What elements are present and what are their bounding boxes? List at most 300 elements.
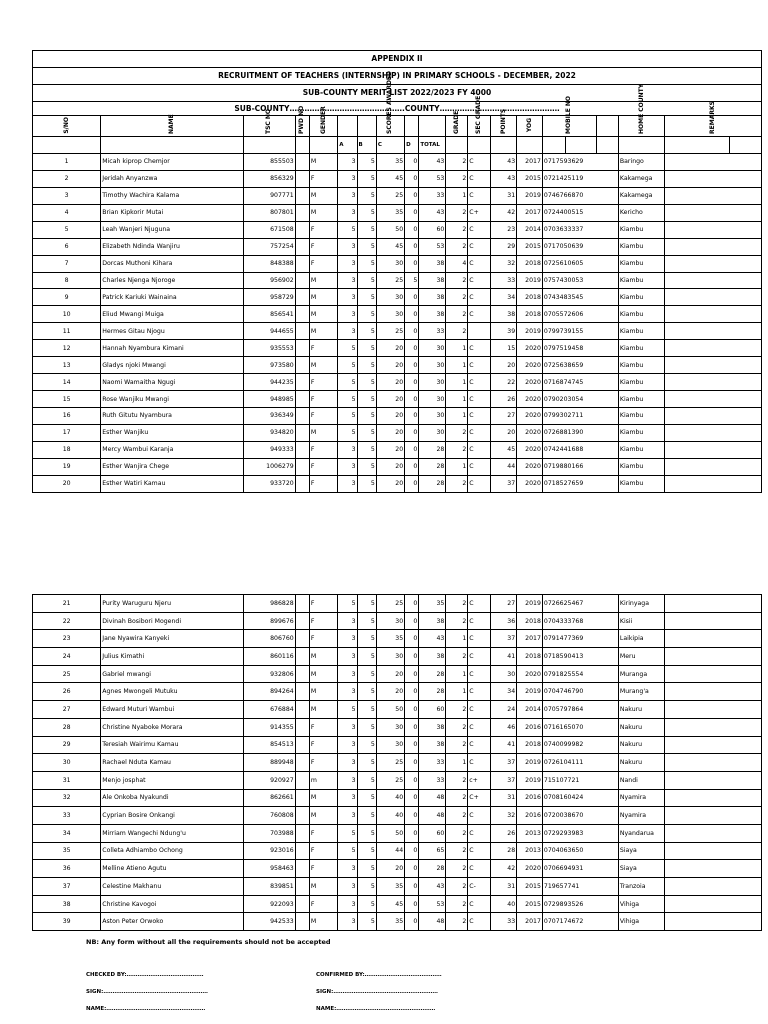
- cell-yog: 2020: [517, 424, 543, 441]
- cell-b: 5: [357, 153, 376, 170]
- cell-yog: 2020: [517, 441, 543, 458]
- cell-total: 53: [419, 895, 446, 913]
- cell-a: 3: [338, 289, 357, 306]
- cell-grade: 2: [446, 475, 468, 492]
- cell-total: 43: [419, 630, 446, 648]
- cell-name: Leah Wanjeri Njuguna: [101, 221, 244, 238]
- cell-county: Kiambu: [618, 424, 664, 441]
- cell-a: 3: [338, 153, 357, 170]
- cell-mob: 0791825554: [542, 665, 618, 683]
- cell-d: 0: [405, 595, 419, 613]
- cell-tsc: 935553: [244, 340, 296, 357]
- cell-yog: 2019: [517, 683, 543, 701]
- cell-total: 43: [419, 153, 446, 170]
- cell-pts: 15: [491, 340, 517, 357]
- cell-mob: 0720038670: [542, 807, 618, 825]
- cell-county: Tranzoia: [618, 878, 664, 896]
- cell-mob: 0740099982: [542, 736, 618, 754]
- cell-c: 40: [376, 807, 404, 825]
- cell-sno: 32: [33, 789, 101, 807]
- cell-tsc: 806760: [244, 630, 296, 648]
- cell-total: 28: [419, 665, 446, 683]
- cell-yog: 2020: [517, 475, 543, 492]
- table-row: [33, 701, 762, 719]
- cell-grade: 1: [446, 187, 468, 204]
- checked-by-line: CHECKED BY:……………………………………: [86, 972, 204, 978]
- table-row: [33, 860, 762, 878]
- cell-d: 0: [405, 683, 419, 701]
- cell-g: F: [309, 860, 337, 878]
- cell-b: 5: [357, 754, 376, 772]
- cell-empty: [295, 441, 309, 458]
- cell-yog: 2020: [517, 408, 543, 425]
- cell-empty: [665, 153, 762, 170]
- document-title: RECRUITMENT OF TEACHERS (INTERNSHIP) IN PRIMARY SCHOOLS - DECEMBER, 2022: [33, 68, 761, 85]
- cell-mob: 0746766870: [542, 187, 618, 204]
- cell-sno: 7: [33, 255, 101, 272]
- cell-d: 0: [405, 238, 419, 255]
- cell-grade: 2: [446, 648, 468, 666]
- cell-county: Vihiga: [618, 913, 664, 931]
- cell-d: 0: [405, 306, 419, 323]
- cell-mob: 0742441688: [542, 441, 618, 458]
- cell-tsc: 703988: [244, 824, 296, 842]
- cell-total: 38: [419, 648, 446, 666]
- cell-grade: 2: [446, 913, 468, 931]
- cell-sec: C: [468, 736, 491, 754]
- cell-c: 25: [376, 595, 404, 613]
- table-row: [33, 665, 762, 683]
- cell-total: 38: [419, 306, 446, 323]
- cell-empty: [665, 612, 762, 630]
- cell-sec: C: [468, 612, 491, 630]
- table-row: [33, 913, 762, 931]
- cell-d: 0: [405, 323, 419, 340]
- cell-empty: [665, 878, 762, 896]
- cell-sno: 12: [33, 340, 101, 357]
- cell-empty: [665, 424, 762, 441]
- cell-county: Siaya: [618, 860, 664, 878]
- cell-total: 48: [419, 913, 446, 931]
- cell-total: 38: [419, 612, 446, 630]
- cell-empty: [665, 272, 762, 289]
- cell-pts: 27: [491, 408, 517, 425]
- cell-empty: [295, 153, 309, 170]
- table-row: [33, 895, 762, 913]
- cell-d: 0: [405, 895, 419, 913]
- cell-d: 0: [405, 612, 419, 630]
- cell-total: 48: [419, 807, 446, 825]
- cell-d: 0: [405, 255, 419, 272]
- cell-a: 3: [338, 272, 357, 289]
- cell-name: Rachael Nduta Kamau: [101, 754, 244, 772]
- cell-empty: [295, 475, 309, 492]
- cell-empty: [295, 665, 309, 683]
- cell-g: M: [309, 878, 337, 896]
- cell-total: 38: [419, 289, 446, 306]
- cell-tsc: 854513: [244, 736, 296, 754]
- sign-right-line: SIGN:…………………………………………………: [316, 989, 438, 995]
- cell-empty: [295, 289, 309, 306]
- cell-yog: 2019: [517, 754, 543, 772]
- cell-county: Nakuru: [618, 701, 664, 719]
- cell-tsc: 934820: [244, 424, 296, 441]
- cell-d: 0: [405, 648, 419, 666]
- cell-mob: 0725638659: [542, 357, 618, 374]
- cell-name: Edward Muturi Wambui: [101, 701, 244, 719]
- cell-mob: 0703633337: [542, 221, 618, 238]
- cell-d: 0: [405, 408, 419, 425]
- cell-pts: 27: [491, 595, 517, 613]
- cell-sec: C-: [468, 878, 491, 896]
- cell-yog: 2019: [517, 771, 543, 789]
- cell-yog: 2020: [517, 391, 543, 408]
- cell-empty: [295, 458, 309, 475]
- cell-sec: C: [468, 648, 491, 666]
- cell-a: 3: [338, 238, 357, 255]
- cell-grade: 2: [446, 860, 468, 878]
- cell-yog: 2013: [517, 842, 543, 860]
- cell-county: Nyandarua: [618, 824, 664, 842]
- cell-b: 5: [357, 895, 376, 913]
- cell-yog: 2020: [517, 665, 543, 683]
- cell-sno: 14: [33, 374, 101, 391]
- cell-pts: 37: [491, 754, 517, 772]
- col-mobile: MOBILE NO: [565, 95, 573, 134]
- cell-empty: [295, 878, 309, 896]
- cell-b: 5: [357, 913, 376, 931]
- cell-empty: [295, 408, 309, 425]
- cell-sec: C: [468, 683, 491, 701]
- col-tsc: TSC NO: [265, 108, 273, 134]
- cell-d: 0: [405, 754, 419, 772]
- cell-empty: [295, 204, 309, 221]
- cell-c: 20: [376, 391, 404, 408]
- cell-empty: [295, 187, 309, 204]
- cell-county: Kakamega: [618, 170, 664, 187]
- cell-tsc: 862661: [244, 789, 296, 807]
- cell-name: Teresiah Wairimu Kamau: [101, 736, 244, 754]
- cell-yog: 2018: [517, 255, 543, 272]
- cell-sno: 22: [33, 612, 101, 630]
- cell-empty: [665, 683, 762, 701]
- cell-county: Siaya: [618, 842, 664, 860]
- merit-table-part-2: [32, 594, 762, 931]
- cell-a: 3: [338, 789, 357, 807]
- cell-total: 30: [419, 374, 446, 391]
- cell-empty: [295, 771, 309, 789]
- cell-b: 5: [357, 789, 376, 807]
- cell-g: F: [309, 475, 337, 492]
- cell-b: 5: [357, 424, 376, 441]
- cell-total: 28: [419, 441, 446, 458]
- cell-grade: 1: [446, 391, 468, 408]
- cell-yog: 2018: [517, 736, 543, 754]
- col-pwd: PWD NO: [298, 105, 306, 134]
- col-gender: GENDER: [319, 106, 327, 134]
- subcounty-line: SUB-COUNTY……………………………………….COUNTY…………………………………………: [234, 104, 560, 113]
- cell-yog: 2019: [517, 272, 543, 289]
- cell-a: 5: [338, 221, 357, 238]
- cell-grade: 2: [446, 789, 468, 807]
- cell-grade: 2: [446, 771, 468, 789]
- cell-a: 5: [338, 357, 357, 374]
- cell-total: 28: [419, 683, 446, 701]
- cell-empty: [295, 272, 309, 289]
- cell-a: 3: [338, 860, 357, 878]
- requirements-note: NB: Any form without all the requirements should not be accepted: [86, 938, 331, 946]
- cell-mob: 0725610605: [542, 255, 618, 272]
- cell-g: F: [309, 374, 337, 391]
- table-row: [33, 289, 762, 306]
- cell-grade: 2: [446, 272, 468, 289]
- cell-name: Mirriam Wangechi Ndung'u: [101, 824, 244, 842]
- cell-total: 38: [419, 736, 446, 754]
- cell-sec: C: [468, 255, 491, 272]
- cell-name: Brian Kipkorir Mutai: [101, 204, 244, 221]
- cell-total: 53: [419, 238, 446, 255]
- cell-empty: [665, 340, 762, 357]
- cell-yog: 2020: [517, 374, 543, 391]
- cell-grade: 1: [446, 458, 468, 475]
- appendix-label: APPENDIX II: [33, 51, 761, 68]
- cell-county: Kirinyaga: [618, 595, 664, 613]
- cell-d: 0: [405, 771, 419, 789]
- col-d: D: [405, 137, 419, 154]
- cell-d: 0: [405, 475, 419, 492]
- cell-tsc: 948985: [244, 391, 296, 408]
- cell-b: 5: [357, 665, 376, 683]
- cell-sno: 16: [33, 408, 101, 425]
- cell-mob: 0704063650: [542, 842, 618, 860]
- cell-b: 5: [357, 807, 376, 825]
- cell-g: F: [309, 441, 337, 458]
- table-row: [33, 789, 762, 807]
- cell-grade: 2: [446, 736, 468, 754]
- cell-empty: [665, 648, 762, 666]
- cell-sec: C: [468, 475, 491, 492]
- cell-sno: 9: [33, 289, 101, 306]
- cell-tsc: 855503: [244, 153, 296, 170]
- cell-empty: [295, 595, 309, 613]
- cell-g: M: [309, 683, 337, 701]
- cell-pts: 32: [491, 255, 517, 272]
- cell-g: m: [309, 771, 337, 789]
- cell-yog: 2016: [517, 718, 543, 736]
- cell-g: M: [309, 204, 337, 221]
- cell-sno: 18: [33, 441, 101, 458]
- cell-c: 30: [376, 648, 404, 666]
- cell-d: 0: [405, 718, 419, 736]
- cell-sec: C: [468, 187, 491, 204]
- cell-b: 5: [357, 221, 376, 238]
- cell-a: 3: [338, 754, 357, 772]
- table-row: [33, 736, 762, 754]
- cell-pts: 43: [491, 153, 517, 170]
- cell-b: 5: [357, 170, 376, 187]
- cell-mob: 0708160424: [542, 789, 618, 807]
- cell-yog: 2019: [517, 187, 543, 204]
- cell-total: 33: [419, 187, 446, 204]
- cell-pts: 40: [491, 895, 517, 913]
- cell-mob: 0724400515: [542, 204, 618, 221]
- cell-grade: 2: [446, 807, 468, 825]
- cell-name: Colleta Adhiambo Ochong: [101, 842, 244, 860]
- cell-sec: C: [468, 221, 491, 238]
- cell-empty: [665, 441, 762, 458]
- cell-grade: 2: [446, 170, 468, 187]
- cell-total: 33: [419, 754, 446, 772]
- cell-name: Julius Kimathi: [101, 648, 244, 666]
- cell-empty: [665, 665, 762, 683]
- cell-sno: 6: [33, 238, 101, 255]
- col-total: TOTAL: [419, 137, 446, 154]
- cell-pts: 44: [491, 458, 517, 475]
- cell-name: Rose Wanjiku Mwangi: [101, 391, 244, 408]
- cell-tsc: 944655: [244, 323, 296, 340]
- cell-sec: C: [468, 701, 491, 719]
- cell-g: M: [309, 701, 337, 719]
- cell-d: 0: [405, 441, 419, 458]
- cell-empty: [295, 860, 309, 878]
- cell-name: Ale Onkoba Nyakundi: [101, 789, 244, 807]
- table-row: [33, 824, 762, 842]
- table-row: [33, 475, 762, 492]
- cell-c: 30: [376, 736, 404, 754]
- cell-g: F: [309, 170, 337, 187]
- cell-a: 5: [338, 340, 357, 357]
- cell-pts: 26: [491, 391, 517, 408]
- cell-total: 43: [419, 204, 446, 221]
- cell-empty: [295, 306, 309, 323]
- cell-g: M: [309, 272, 337, 289]
- cell-mob: 0704746790: [542, 683, 618, 701]
- cell-empty: [665, 771, 762, 789]
- cell-b: 5: [357, 255, 376, 272]
- cell-total: 28: [419, 458, 446, 475]
- cell-g: F: [309, 842, 337, 860]
- cell-b: 5: [357, 683, 376, 701]
- cell-total: 38: [419, 718, 446, 736]
- table-row: [33, 340, 762, 357]
- cell-name: Timothy Wachira Kalama: [101, 187, 244, 204]
- cell-tsc: 949333: [244, 441, 296, 458]
- cell-b: 5: [357, 630, 376, 648]
- cell-sno: 19: [33, 458, 101, 475]
- cell-name: Gladys njoki Mwangi: [101, 357, 244, 374]
- cell-b: 5: [357, 736, 376, 754]
- cell-yog: 2019: [517, 323, 543, 340]
- cell-c: 20: [376, 475, 404, 492]
- cell-yog: 2018: [517, 648, 543, 666]
- cell-empty: [665, 255, 762, 272]
- cell-a: 3: [338, 895, 357, 913]
- cell-grade: 2: [446, 824, 468, 842]
- cell-tsc: 933720: [244, 475, 296, 492]
- cell-total: 48: [419, 789, 446, 807]
- cell-pts: 20: [491, 357, 517, 374]
- table-row: [33, 595, 762, 613]
- cell-county: Nyamira: [618, 789, 664, 807]
- cell-sec: C: [468, 860, 491, 878]
- cell-empty: [665, 630, 762, 648]
- cell-grade: 2: [446, 718, 468, 736]
- cell-d: 0: [405, 630, 419, 648]
- cell-mob: 0791477369: [542, 630, 618, 648]
- cell-g: F: [309, 255, 337, 272]
- cell-sec: C: [468, 391, 491, 408]
- table-row: [33, 878, 762, 896]
- cell-empty: [295, 630, 309, 648]
- cell-g: M: [309, 648, 337, 666]
- cell-empty: [665, 306, 762, 323]
- cell-tsc: 757254: [244, 238, 296, 255]
- cell-pts: 26: [491, 824, 517, 842]
- cell-tsc: 932806: [244, 665, 296, 683]
- cell-g: M: [309, 665, 337, 683]
- cell-b: 5: [357, 391, 376, 408]
- cell-name: Mercy Wambui Karanja: [101, 441, 244, 458]
- cell-tsc: 899676: [244, 612, 296, 630]
- cell-mob: 715107721: [542, 771, 618, 789]
- cell-grade: 2: [446, 895, 468, 913]
- cell-name: Ruth Gitutu Nyambura: [101, 408, 244, 425]
- cell-name: Purity Waruguru Njeru: [101, 595, 244, 613]
- cell-tsc: 942533: [244, 913, 296, 931]
- cell-tsc: 973580: [244, 357, 296, 374]
- cell-empty: [295, 340, 309, 357]
- cell-sno: 10: [33, 306, 101, 323]
- cell-sno: 29: [33, 736, 101, 754]
- cell-c: 20: [376, 441, 404, 458]
- cell-county: Kiambu: [618, 272, 664, 289]
- col-sno: S/NO: [62, 116, 70, 134]
- cell-a: 5: [338, 701, 357, 719]
- cell-sec: C: [468, 306, 491, 323]
- cell-c: 20: [376, 357, 404, 374]
- cell-pts: 30: [491, 665, 517, 683]
- cell-g: F: [309, 718, 337, 736]
- cell-name: Jeridah Anyanzwa: [101, 170, 244, 187]
- cell-sec: C: [468, 289, 491, 306]
- cell-c: 20: [376, 408, 404, 425]
- cell-pts: 38: [491, 306, 517, 323]
- cell-name: Micah kiprop Chemjor: [101, 153, 244, 170]
- cell-yog: 2017: [517, 204, 543, 221]
- cell-yog: 2017: [517, 630, 543, 648]
- cell-empty: [665, 391, 762, 408]
- cell-county: Kiambu: [618, 323, 664, 340]
- table-row: [33, 771, 762, 789]
- cell-county: Nakuru: [618, 754, 664, 772]
- cell-yog: 2017: [517, 913, 543, 931]
- cell-c: 50: [376, 824, 404, 842]
- cell-name: Hannah Nyambura Kimani: [101, 340, 244, 357]
- cell-county: Muranga: [618, 665, 664, 683]
- cell-grade: 1: [446, 357, 468, 374]
- cell-total: 65: [419, 842, 446, 860]
- cell-empty: [665, 475, 762, 492]
- cell-d: 0: [405, 807, 419, 825]
- cell-sec: C: [468, 595, 491, 613]
- cell-g: F: [309, 221, 337, 238]
- cell-c: 25: [376, 272, 404, 289]
- cell-sno: 20: [33, 475, 101, 492]
- cell-total: 28: [419, 860, 446, 878]
- cell-pts: 34: [491, 683, 517, 701]
- col-scores: SCORES AWARDED: [386, 71, 394, 134]
- cell-empty: [665, 701, 762, 719]
